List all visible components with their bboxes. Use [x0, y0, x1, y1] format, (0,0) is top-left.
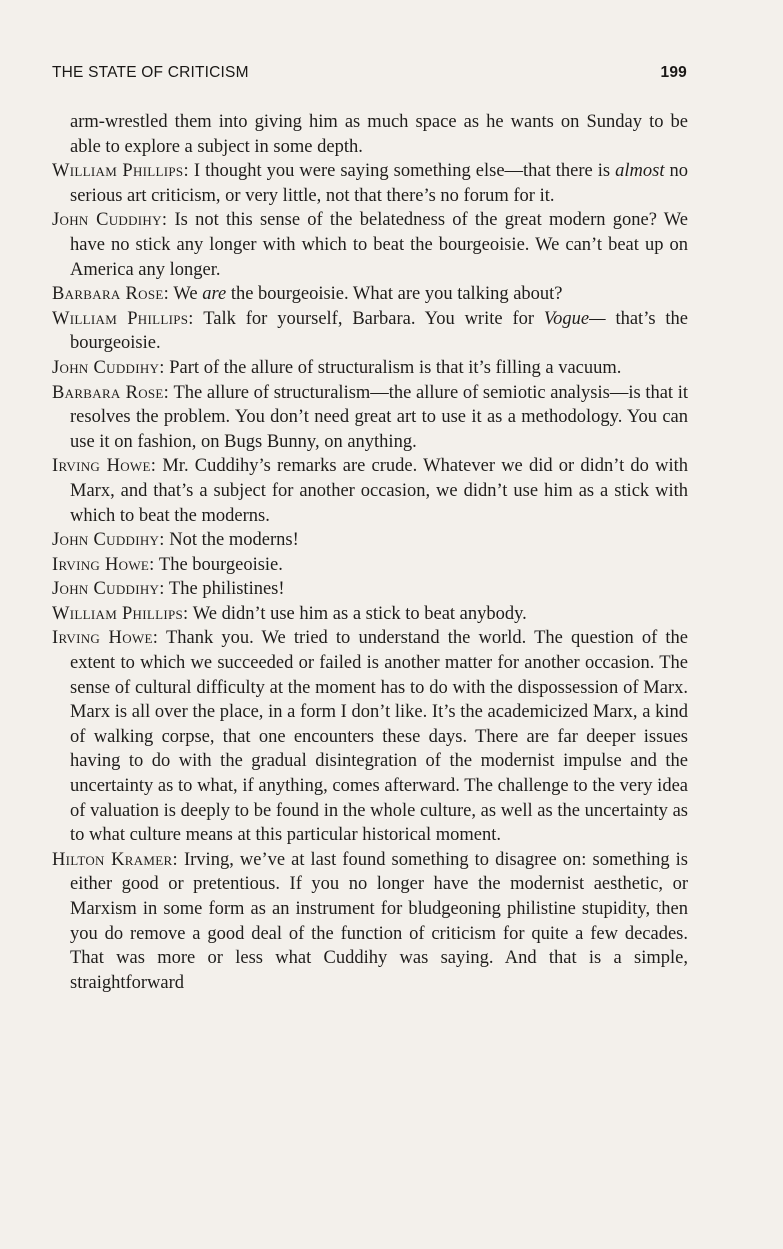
speech-text: the bourgeoisie. What are you talking about?: [226, 284, 563, 305]
speaker-name: Hilton Kramer:: [52, 849, 178, 870]
exchange-paragraph: [52, 602, 688, 627]
speaker-name: John Cuddihy:: [52, 530, 165, 551]
speaker-name: Irving Howe:: [52, 554, 155, 575]
speech-text: The philistines!: [164, 579, 285, 600]
speaker-name: Barbara Rose:: [52, 284, 170, 305]
speech-emphasis: are: [202, 284, 227, 305]
exchange-paragraph: [52, 307, 688, 356]
speech-text: The bourgeoisie.: [154, 554, 283, 575]
speaker-name: John Cuddihy:: [52, 210, 168, 231]
exchange-paragraph: [52, 381, 688, 455]
speech-text: Part of the allure of structuralism is that it’s filling a vacuum.: [164, 357, 622, 378]
exchange-paragraph: [52, 282, 688, 307]
transcript-body: [52, 110, 688, 995]
speech-text: Irving, we’ve at last found something to disagree on: something is either good or pretentious. If you no longer have the modernist aesthetic, or Marxism in some form as an instrument for bludgeoning philistine stupidity, then you do remove a good deal of the function of criticism for quite a few decades. That was more or less what Cuddihy was saying. And that is a simple, straightforward: [70, 849, 688, 993]
exchange-paragraph: [52, 848, 688, 996]
speech-emphasis: almost: [615, 161, 665, 182]
speech-text: no serious art criticism, or very little, not that there’s no forum for it.: [70, 161, 688, 206]
exchange-paragraph: [52, 577, 688, 602]
speech-text: The allure of structuralism—the allure of semiotic analysis—is that it resolves the problem. You don’t need great art to use it as a methodology. You can use it on fashion, on Bugs Bunny, on anything.: [70, 382, 688, 452]
exchange-paragraph: [52, 454, 688, 528]
speaker-name: Irving Howe:: [52, 628, 159, 649]
speaker-name: William Phillips:: [52, 308, 194, 329]
exchange-paragraph: [52, 553, 688, 578]
speaker-name: John Cuddihy:: [52, 357, 165, 378]
speaker-name: Irving Howe:: [52, 456, 157, 477]
running-header: [52, 64, 687, 86]
exchange-paragraph: [52, 159, 688, 208]
speech-text: Talk for yourself, Barbara. You write for: [193, 308, 544, 329]
speaker-name: Barbara Rose:: [52, 382, 170, 403]
speech-text: Is not this sense of the belatedness of the great modern gone? We have no stick any longer with which to beat the bourgeoisie. We can’t beat up on America any longer.: [70, 210, 688, 280]
running-title: THE STATE OF CRITICISM: [52, 64, 249, 81]
speaker-name: William Phillips:: [52, 161, 189, 182]
speech-text: We didn’t use him as a stick to beat anybody.: [188, 603, 527, 624]
speech-text: I thought you were saying something else—that there is: [188, 161, 616, 182]
continuation-text: arm-wrestled them into giving him as much space as he wants on Sunday to be able to explore a subject in some depth.: [70, 112, 688, 157]
speech-text: We: [169, 284, 203, 305]
exchange-paragraph: [52, 528, 688, 553]
exchange-paragraph: [52, 208, 688, 282]
speech-text: Mr. Cuddihy’s remarks are crude. Whatever we did or didn’t do with Marx, and that’s a subject for another occasion, we didn’t use him as a stick with which to beat the moderns.: [70, 456, 688, 526]
speech-text: Thank you. We tried to understand the world. The question of the extent to which we succeeded or failed is another matter for another occasion. The sense of cultural difficulty at the moment has to do with the dispossession of Marx. Marx is all over the place, in a form I don’t like. It’s the academicized Marx, a kind of walking corpse, that one encounters these days. There are far deeper issues having to do with the gradual disintegration of the modernist impulse and the uncertainty as to what, if anything, comes afterward. The challenge to the very idea of valuation is deeply to be found in the whole culture, as well as the uncertainty as to what culture means at this particular historical moment.: [70, 628, 689, 846]
exchange-paragraph: [52, 356, 688, 381]
speaker-name: John Cuddihy:: [52, 579, 165, 600]
exchange-paragraph: [52, 626, 688, 847]
continuation-paragraph: [52, 110, 688, 159]
speaker-name: William Phillips:: [52, 603, 189, 624]
speech-text: Not the moderns!: [164, 530, 299, 551]
speech-emphasis: Vogue—: [543, 308, 606, 329]
page-number: 199: [660, 64, 687, 81]
speech-text: that’s the bourgeoisie.: [70, 308, 689, 354]
